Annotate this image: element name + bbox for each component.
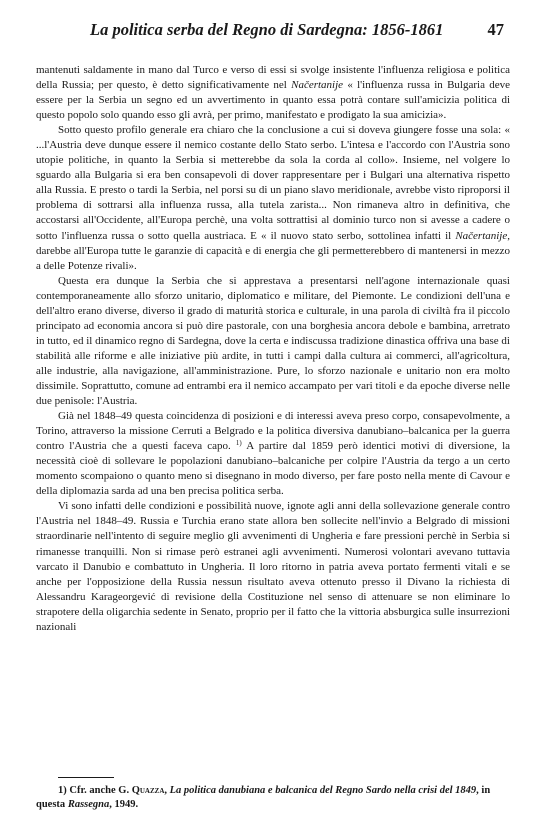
paragraph-2 <box>36 123 510 273</box>
footnote-text: , 1949. <box>109 799 139 810</box>
journal-name: Rassegna <box>67 799 110 810</box>
paragraph-4 <box>36 409 510 499</box>
body-text <box>36 63 510 635</box>
italic-term: Načertanije <box>291 79 344 92</box>
footnote-text: , in questa <box>36 785 491 810</box>
text-segment: Già nel 1848–49 questa coincidenza di posizioni e di interessi aveva preso corpo, consapevolmente, a Torino, attraverso la missione Cerruti a Belgrado e la politica diversiva danubiano–balcanica per la guerra contro l'Austria che a questi faceva capo. <box>36 410 510 453</box>
text-segment: mantenuti saldamente in mano dal Turco e verso di essi si svolge insistente l'influenza religiosa e politica della Russia; per questo, è detto significativamente nel <box>36 64 510 92</box>
italic-term: Načertanije <box>455 229 508 242</box>
text-segment: Vi sono infatti delle condizioni e possibilità nuove, ignote agli anni della sollevazione generale contro l'Austria nel 1848–49. Russia e Turchia erano state allora ben sollecite nell'invio a Belgrado di missioni straordinarie nell'intento di seguire meglio gli avvenimenti di Ungheria e fare pressioni perchè in Serbia si rimanesse tranquilli. Non si rimase però estranei agli avvenimenti. Numerosi volontari avevano tuttavia varcato il Danubio e combattuto in Ungheria. Il loro ritorno in patria aveva portato fermenti vitali e se anche per l'opposizione della Russia nessun risultato aveva ottenuto presso il Divano la richiesta di Alessandru Karageorgević di revisione della Costituzione nel senso di attenuare se non eliminare lo strapotere della oligarchia sedente in Senato, proprio per il fatto che la vittoria absburgica sulle insurrezioni nazionali <box>36 500 510 633</box>
footnote <box>36 784 510 812</box>
paragraph-5 <box>36 499 510 634</box>
text-segment: , darebbe all'Europa tutte le garanzie di capacità e di energia che gli permetterebbero di mantenersi in mezzo a delle Potenze rivali». <box>36 229 510 272</box>
text-segment: A partire dal 1859 però identici motivi di diversione, la necessità cioè di sollevare le popolazioni danubiano–balcaniche per colpire l'Austria da tergo a un certo momento scompaiono o quanto meno si disegnano in modo diverso, per fare posto nella mente di Cavour e della diplomazia sarda ad una ben precisa politica serba. <box>36 440 511 498</box>
text-segment: « l'influenza russa in Bulgaria deve essere per la Serbia un segno ed un avvertimento in quanto essa potrà contare sull'amicizia politica di questo popolo solo quando esso gli avrà, per primo, manifestato e prodigato la sua amicizia». <box>36 79 510 122</box>
page-number: 47 <box>487 20 504 39</box>
footnote-marker[interactable]: 1) <box>235 439 242 448</box>
paragraph-1 <box>36 63 510 123</box>
author-name: Quazza <box>131 785 165 796</box>
footnote-text: , <box>164 785 170 796</box>
footnote-text: 1) Cfr. anche G. <box>58 785 132 796</box>
footnote-divider <box>58 777 114 778</box>
paragraph-3 <box>36 274 510 409</box>
running-header <box>90 20 504 44</box>
cited-title: La politica danubiana e balcanica del Regno Sardo nella crisi del 1849 <box>169 785 477 796</box>
text-segment: Sotto questo profilo generale era chiaro che la conclusione a cui si doveva giungere fosse una sola: « ...l'Austria deve dunque essere il nemico costante dello Stato serbo. L'intesa e l'accordo con l'Austria sono utopie politiche, in quanto la Serbia si metterebbe da sola la corda al collo». Insieme, nel volgere lo sguardo alla Bulgaria si era ben consapevoli di dover rappresentare per i Bulgari una alternativa rispetto alla Russia. E presto o tardi la Serbia, nel porsi su di un piano slavo meridionale, avrebbe visto riproporsi il problema di sottrarsi alla influenza russa, alla tutela zarista... Non rimaneva altro in definitiva, che accostarsi all'Occidente, all'Europa perchè, una volta sottrattisi al dominio turco non si avesse a cadere o sotto l'influenza russa o sotto quella austriaca. E « il nuovo stato serbo, sottolinea infatti il <box>36 124 510 242</box>
running-title: La politica serba del Regno di Sardegna: 1856-1861 <box>90 20 444 39</box>
text-segment: Questa era dunque la Serbia che si apprestava a presentarsi nell'agone internazionale quasi contemporaneamente allo sforzo unitario, diplomatico e militare, del Piemonte. Le condizioni dell'una e dell'altro erano diverse, diverso il grado di maturità storica e culturale, in una parola di civiltà fra il piccolo principato ad economia ancora si può dire pastorale, con una borghesia ancora debole e bambina, arretrato in tutto, ed il dinamico regno di Sardegna, dove la certa e indiscussa tradizione dinastica offriva una base di stabilità alle riforme e alle iniziative più ardite, in tutti i campi dalla cultura ai commerci, all'agricoltura, alle industrie, alla navigazione, all'amministrazione. Pure, lo sforzo nazionale e unitario non era molto dissimile. Soprattutto, comune ad entrambi era il nemico accampato per vari titoli e da epoche diverse nelle due penisole: l'Austria. <box>36 274 510 408</box>
